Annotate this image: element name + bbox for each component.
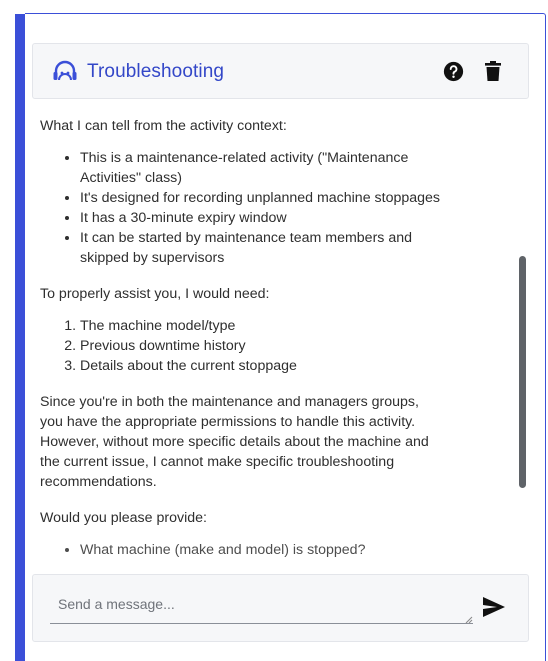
list-item: • It's designed for recording unplanned machine stoppages bbox=[80, 188, 440, 208]
needs-intro: To properly assist you, I would need: bbox=[40, 286, 270, 302]
scrollbar-thumb[interactable] bbox=[519, 256, 526, 488]
list-item: 1. The machine model/type bbox=[80, 316, 440, 336]
message-request: Would you please provide: bbox=[40, 510, 207, 526]
assistant-message bbox=[40, 116, 440, 564]
message-list[interactable] bbox=[32, 108, 527, 564]
message-intro: What I can tell from the activity context: bbox=[40, 118, 287, 134]
list-item: • It can be started by maintenance team members and skipped by supervisors bbox=[80, 228, 440, 268]
resize-grip-icon[interactable] bbox=[465, 616, 473, 624]
headset-robot-icon bbox=[51, 58, 79, 86]
send-icon[interactable] bbox=[483, 597, 505, 617]
trash-icon[interactable] bbox=[485, 61, 501, 81]
list-item: 3. Details about the current stoppage bbox=[80, 356, 440, 376]
message-summary: Since you're in both the maintenance and managers groups, you have the appropriate permissions to handle this activity. However, without more specific details about the machine and the current issue, I cannot make specific troubleshooting recommendations. bbox=[40, 394, 429, 490]
list-item: 2. Previous downtime history bbox=[80, 336, 440, 356]
accent-bar bbox=[15, 14, 25, 661]
panel-title: Troubleshooting bbox=[87, 61, 225, 82]
list-item: • What machine (make and model) is stopped? bbox=[80, 540, 440, 560]
list-item: • This is a maintenance-related activity ("Maintenance Activities" class) bbox=[80, 148, 440, 188]
context-list bbox=[40, 148, 440, 268]
message-composer bbox=[32, 574, 529, 642]
needs-list bbox=[40, 316, 440, 376]
chat-header bbox=[32, 43, 529, 99]
help-circle-icon[interactable] bbox=[443, 61, 464, 82]
message-input[interactable] bbox=[50, 590, 473, 624]
list-item: • It has a 30-minute expiry window bbox=[80, 208, 440, 228]
request-list bbox=[40, 540, 440, 560]
